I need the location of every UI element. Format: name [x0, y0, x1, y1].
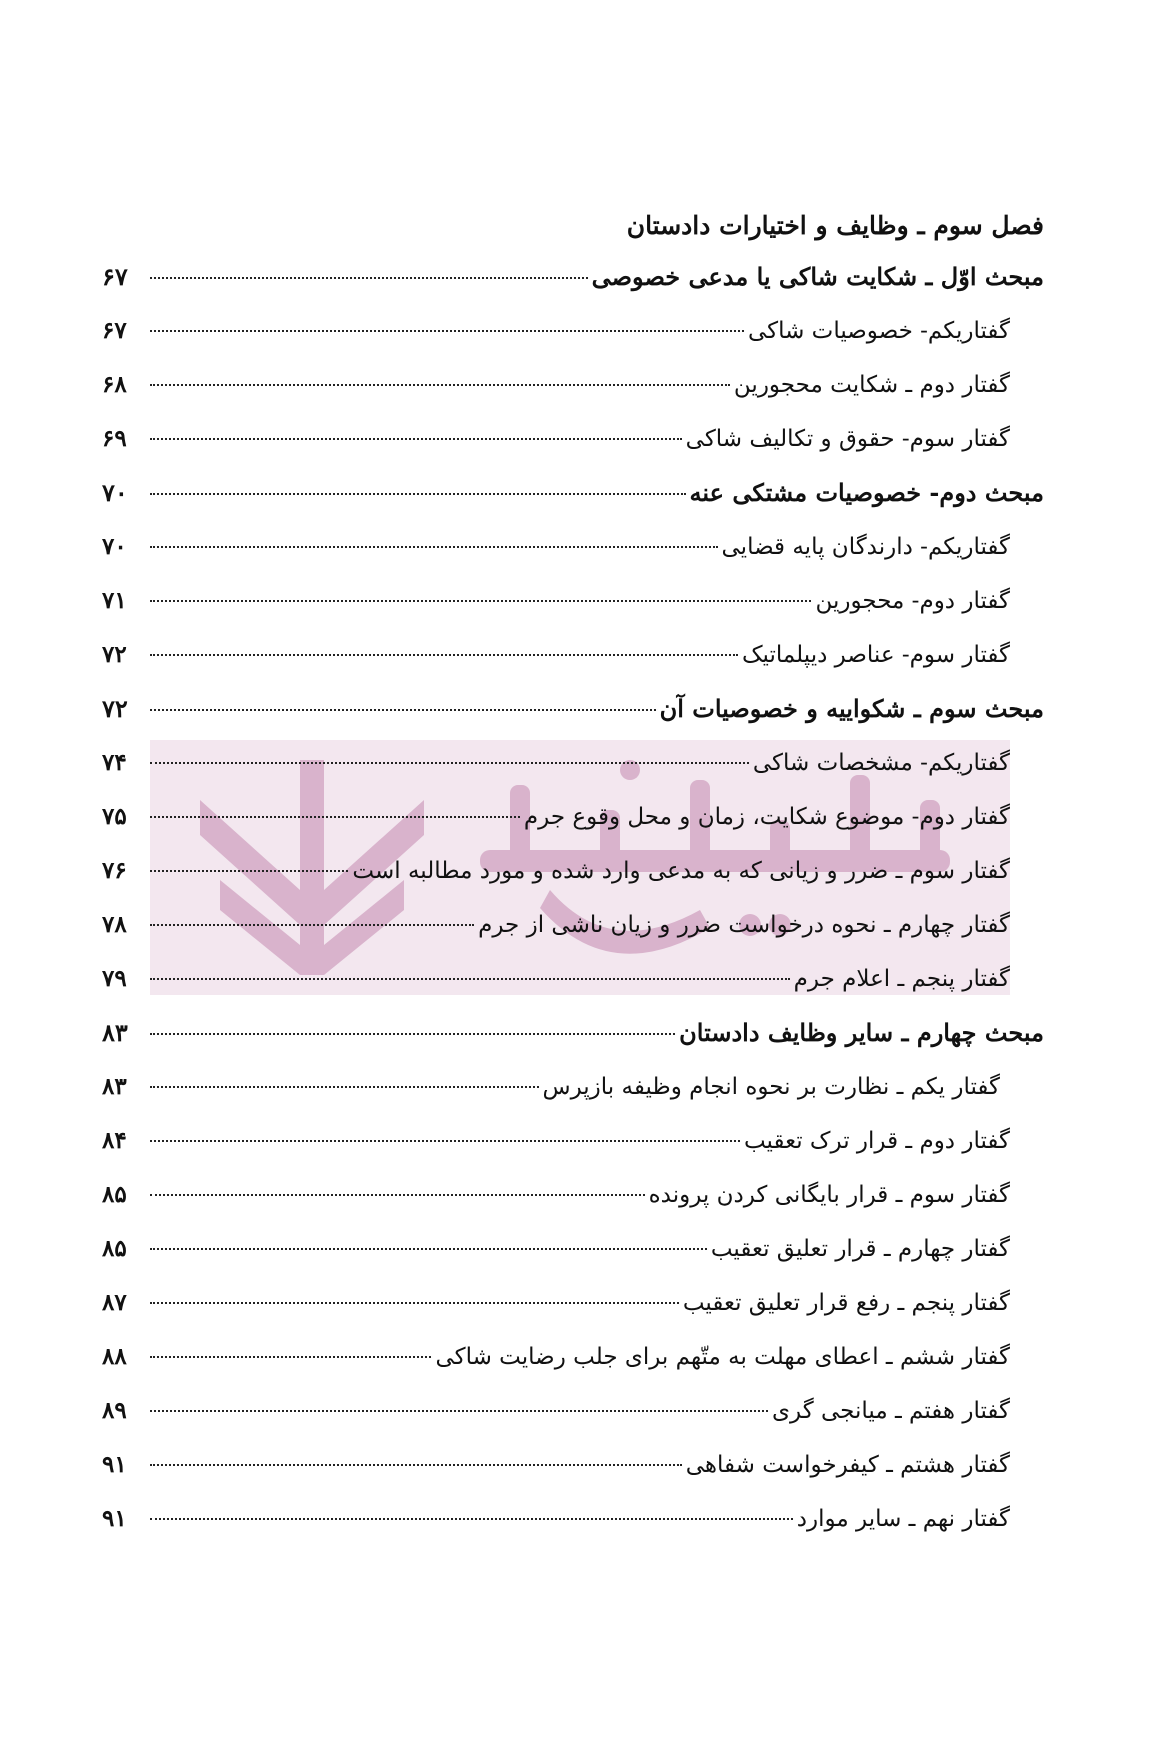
toc-subsection: [102, 628, 1046, 682]
entry-text: گفتار سوم- عناصر دیپلماتیک: [741, 642, 1010, 668]
toc-entries: [102, 250, 1046, 1546]
dot-leader: [150, 1356, 431, 1358]
toc-subsection: [102, 1114, 1046, 1168]
dot-leader: [150, 870, 348, 872]
dot-leader: [150, 1248, 707, 1250]
page-number: ۶۹: [102, 425, 127, 452]
entry-text: گفتار هفتم ـ میانجی گری: [772, 1398, 1010, 1424]
entry-text: گفتار نهم ـ سایر موارد: [796, 1506, 1010, 1532]
dot-leader: [150, 438, 682, 440]
entry-text: گفتار یکم ـ نظارت بر نحوه انجام وظیفه بازپرس: [542, 1074, 1000, 1100]
page-number: ۸۵: [102, 1181, 127, 1208]
page-number: ۸۳: [102, 1073, 127, 1100]
page-number: ۶۷: [102, 262, 128, 291]
toc-subsection: [102, 1330, 1046, 1384]
dot-leader: [150, 600, 811, 602]
page-number: ۸۴: [102, 1127, 127, 1154]
toc-subsection: [102, 574, 1046, 628]
dot-leader: [150, 654, 738, 656]
entry-text: مبحث دوم- خصوصیات مشتکی عنه: [689, 478, 1044, 507]
page-number: ۸۷: [102, 1289, 127, 1316]
toc-subsection: [102, 412, 1046, 466]
page-number: ۷۲: [102, 694, 128, 723]
page-number: ۷۱: [102, 587, 127, 614]
toc-section-3: [102, 682, 1046, 736]
toc-subsection: [102, 736, 1046, 790]
entry-text: گفتاریکم- مشخصات شاکی: [752, 750, 1010, 776]
entry-text: گفتار دوم ـ شکایت محجورین: [733, 372, 1010, 398]
table-of-contents: [102, 202, 1046, 1546]
entry-text: گفتاریکم- خصوصیات شاکی: [747, 318, 1010, 344]
entry-text: گفتار سوم- حقوق و تکالیف شاکی: [685, 426, 1010, 452]
toc-subsection: [102, 1276, 1046, 1330]
entry-text: گفتار دوم ـ قرار ترک تعقیب: [743, 1128, 1010, 1154]
entry-text: مبحث سوم ـ شکواییه و خصوصیات آن: [659, 694, 1044, 723]
dot-leader: [150, 1086, 539, 1088]
entry-text: گفتار دوم- محجورین: [815, 588, 1010, 614]
page-number: ۸۳: [102, 1018, 128, 1047]
page-number: ۶۷: [102, 317, 127, 344]
dot-leader: [150, 493, 686, 495]
toc-section-2: [102, 466, 1046, 520]
dot-leader: [150, 330, 744, 332]
entry-text: گفتار هشتم ـ کیفرخواست شفاهی: [685, 1452, 1010, 1478]
toc-subsection: [102, 520, 1046, 574]
toc-subsection: [102, 1222, 1046, 1276]
dot-leader: [150, 1194, 645, 1196]
dot-leader: [150, 1464, 682, 1466]
toc-section-4: [102, 1006, 1046, 1060]
page-number: ۸۹: [102, 1397, 127, 1424]
dot-leader: [150, 1410, 768, 1412]
page-number: ۷۸: [102, 911, 127, 938]
page-number: ۷۰: [102, 478, 128, 507]
dot-leader: [150, 1302, 679, 1304]
entry-text: مبحث اوّل ـ شکایت شاکی یا مدعی خصوصی: [591, 262, 1044, 291]
entry-text: گفتار سوم ـ ضرر و زیانی که به مدعی وارد شده و مورد مطالبه است: [352, 858, 1010, 884]
entry-text: گفتار چهارم ـ قرار تعلیق تعقیب: [710, 1236, 1010, 1262]
entry-text: گفتار دوم- موضوع شکایت، زمان و محل وقوع جرم: [523, 804, 1010, 830]
page-number: ۷۲: [102, 641, 127, 668]
dot-leader: [150, 978, 790, 980]
toc-subsection: [102, 790, 1046, 844]
page-number: ۹۱: [102, 1505, 127, 1532]
entry-text: گفتار چهارم ـ نحوه درخواست ضرر و زیان ناشی از جرم: [478, 912, 1010, 938]
page-number: ۹۱: [102, 1451, 127, 1478]
toc-subsection: [102, 1060, 1046, 1114]
dot-leader: [150, 546, 718, 548]
entry-text: گفتار سوم ـ قرار بایگانی کردن پرونده: [648, 1182, 1010, 1208]
dot-leader: [150, 277, 588, 279]
toc-subsection: [102, 1168, 1046, 1222]
dot-leader: [150, 1140, 740, 1142]
toc-subsection: [102, 844, 1046, 898]
toc-subsection: [102, 952, 1046, 1006]
toc-section-1: [102, 250, 1046, 304]
dot-leader: [150, 709, 656, 711]
page-number: ۷۴: [102, 749, 127, 776]
toc-subsection: [102, 1384, 1046, 1438]
page-number: ۷۹: [102, 965, 127, 992]
dot-leader: [150, 924, 474, 926]
dot-leader: [150, 1518, 793, 1520]
toc-subsection: [102, 1492, 1046, 1546]
page-number: ۷۰: [102, 533, 127, 560]
toc-subsection: [102, 358, 1046, 412]
entry-text: گفتاریکم- دارندگان پایه قضایی: [721, 534, 1010, 560]
page-number: ۷۵: [102, 803, 127, 830]
page-number: ۸۸: [102, 1343, 127, 1370]
dot-leader: [150, 384, 730, 386]
toc-subsection: [102, 1438, 1046, 1492]
toc-subsection: [102, 898, 1046, 952]
entry-text: گفتار پنجم ـ اعلام جرم: [793, 966, 1010, 992]
entry-text: گفتار ششم ـ اعطای مهلت به متّهم برای جلب رضایت شاکی: [435, 1344, 1010, 1370]
dot-leader: [150, 816, 520, 818]
toc-subsection: [102, 304, 1046, 358]
chapter-title: فصل سوم ـ وظایف و اختیارات دادستان: [626, 211, 1044, 240]
dot-leader: [150, 762, 749, 764]
entry-text: گفتار پنجم ـ رفع قرار تعلیق تعقیب: [682, 1290, 1010, 1316]
page-number: ۷۶: [102, 857, 127, 884]
entry-text: مبحث چهارم ـ سایر وظایف دادستان: [679, 1018, 1044, 1047]
page-number: ۶۸: [102, 371, 127, 398]
dot-leader: [150, 1033, 675, 1035]
page-number: ۸۵: [102, 1235, 127, 1262]
